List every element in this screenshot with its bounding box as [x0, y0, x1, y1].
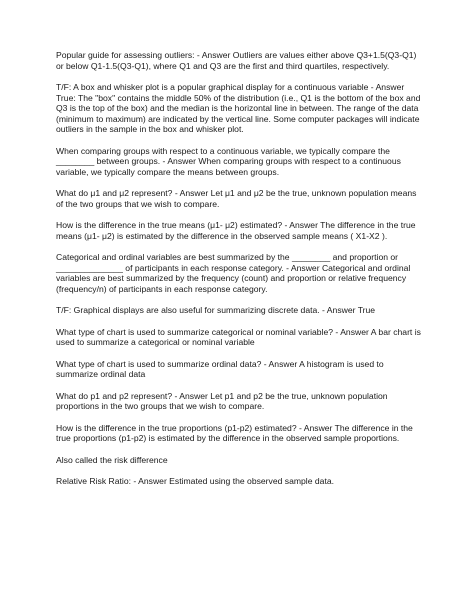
paragraph-box-whisker: T/F: A box and whisker plot is a popular graphical display for a continuous variable - Answer True: The "box" contains the middle 50% of the distribution (i.e., Q1 is the bottom of the box and Q3 is the top of the box) and the median is the horizontal line in between. The range of the data (minimum to maximum) are indicated by the vertical line. Some computer packages will indicate outliers in the sample in the box and whisker plot.	[56, 82, 421, 134]
paragraph-graphical-displays: T/F: Graphical displays are also useful for summarizing discrete data. - Answer True	[56, 305, 376, 315]
paragraph-mu-represent: What do μ1 and μ2 represent? - Answer Let μ1 and μ2 be the true, unknown population means of the two groups that we wish to compare.	[56, 188, 417, 209]
paragraph-outliers-guide: Popular guide for assessing outliers: - Answer Outliers are values either above Q3+1.5(Q3-Q1) or below Q1-1.5(Q3-Q1), where Q1 and Q3 are the first and third quartiles, respectively.	[56, 50, 417, 71]
paragraph-categorical-chart: What type of chart is used to summarize categorical or nominal variable? - Answer A bar chart is used to summarize a categorical or nominal variable	[56, 326, 421, 347]
paragraph-compare-groups: When comparing groups with respect to a continuous variable, we typically compare the ________ between groups. - Answer When comparing groups with respect to a continuous variable, we typically compare the means between groups.	[56, 145, 401, 177]
paragraph-relative-risk: Relative Risk Ratio: - Answer Estimated using the observed sample data.	[56, 476, 334, 486]
paragraph-categorical-ordinal: Categorical and ordinal variables are best summarized by the ________ and proportion or ______________ of participants in each response category. - Answer Categorical and ordinal variables are best summarized by the frequency (count) and proportion or relative frequency (frequency/n) of participants in each response category.	[56, 252, 411, 294]
paragraph-proportion-difference: How is the difference in the true proportions (p1-p2) estimated? - Answer The difference in the true proportions (p1-p2) is estimated by the difference in the observed sample proportions.	[56, 422, 413, 443]
paragraph-p-represent: What do p1 and p2 represent? - Answer Let p1 and p2 be the true, unknown population proportions in the two groups that we wish to compare.	[56, 390, 388, 411]
paragraph-mean-difference: How is the difference in the true means (μ1- μ2) estimated? - Answer The difference in the true means (μ1- μ2) is estimated by the difference in the observed sample means ( X1-X2 ).	[56, 220, 416, 241]
paragraph-ordinal-chart: What type of chart is used to summarize ordinal data? - Answer A histogram is used to summarize ordinal data	[56, 358, 384, 379]
paragraph-risk-difference: Also called the risk difference	[56, 454, 168, 465]
document-body	[56, 50, 422, 498]
